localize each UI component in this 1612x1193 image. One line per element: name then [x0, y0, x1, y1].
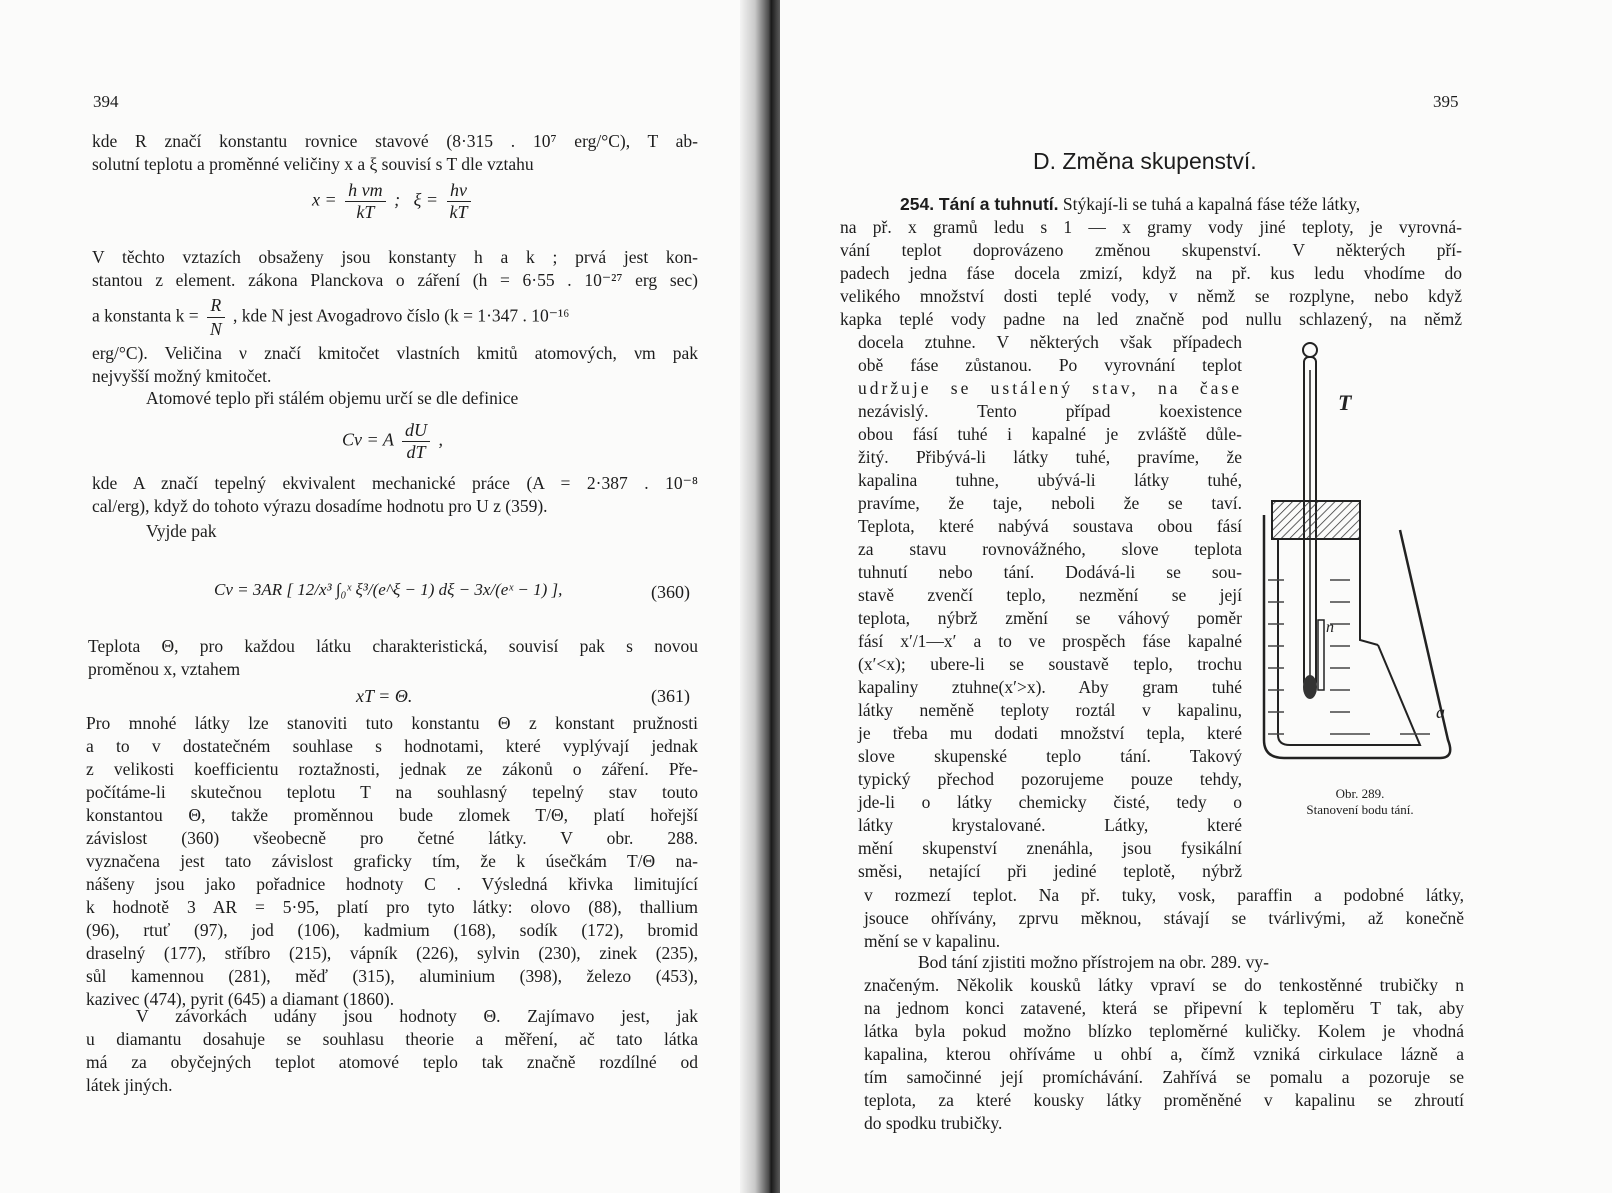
equation-361: xT = Θ.	[356, 686, 413, 706]
text-line: směsi, netající při jediné teplotě, nýbrž	[858, 861, 1242, 881]
text-line: na př. x gramů ledu s 1 — x gramy vody jiné teploty, je vyrovná-	[840, 217, 1462, 237]
text-line: kde A značí tepelný ekvivalent mechanické práce (A = 2·387 . 10⁻⁸	[92, 473, 698, 493]
text-fragment: Bod tání zjistiti možno přístrojem na obr. 289. vy-	[918, 952, 1269, 972]
text-line: Teplota, které nabývá soustava obou fásí	[858, 516, 1242, 536]
text-line: stavě zvenčí teplo, nezmění se její	[858, 585, 1242, 605]
text-line: do spodku trubičky.	[864, 1113, 1003, 1133]
text-line: látky neměně teploty roztál v kapalinu,	[858, 700, 1242, 720]
figure-caption	[1260, 786, 1460, 818]
fraction	[402, 420, 430, 463]
text-line: v rozmezí teplot. Na př. tuky, vosk, paraffin a podobné látky,	[864, 885, 1464, 905]
paragraph-bod-tani	[864, 951, 1464, 1135]
denominator: kT	[449, 202, 468, 222]
text-line: padech jedna fáse docela zmizí, když na př. kus ledu vhodíme do	[840, 263, 1462, 283]
text-line: pravíme, že taje, neboli že se taví.	[858, 493, 1242, 513]
text-line	[840, 193, 1462, 216]
denominator: kT	[356, 202, 375, 222]
caption-title: Stanovení bodu tání.	[1306, 802, 1414, 817]
text-line: mění se v kapalinu.	[864, 931, 1001, 951]
eq-lhs: ξ =	[413, 189, 438, 210]
label-n: n	[1326, 619, 1334, 636]
text-line: fásí x′/1—x′ a to ve prospěch fáse kapalné	[858, 631, 1242, 651]
paragraph-8	[88, 635, 698, 681]
paragraph-5	[146, 387, 696, 410]
text-fragment: a konstanta k =	[92, 305, 199, 326]
paragraph-2	[92, 246, 698, 292]
text-line: docela ztuhne. V některých však případech	[858, 332, 1242, 352]
thermometer-bulb	[1303, 675, 1317, 699]
text-line: (x′<x); ubere-li se soustavě teplo, trochu	[858, 654, 1242, 674]
text-line: solutní teplotu a proměnné veličiny x a ξ souvisí s T dle vztahu	[92, 154, 534, 174]
text-line: závislost (360) všeobecně pro četné látky. V obr. 288.	[86, 828, 698, 848]
paragraph-254-narrow	[858, 331, 1242, 883]
eq-tail: ,	[438, 429, 443, 450]
text-line: obě fáse zůstanou. Po vyrovnání teplot	[858, 355, 1242, 375]
text-line: slove skupenské teplo tání. Takový	[858, 746, 1242, 766]
label-T: T	[1338, 390, 1352, 415]
text-line: látek jiných.	[86, 1075, 173, 1095]
equation-360: Cv = 3AR [ 12/x³ ∫₀ˣ ξ³/(e^ξ − 1) dξ − 3x/(eˣ − 1) ],	[214, 580, 563, 599]
text-line: Vyjde pak	[146, 521, 217, 541]
capillary-tube	[1318, 620, 1324, 690]
text-line: (96), rtuť (97), jod (106), kadmium (168), sodík (172), bromid	[86, 920, 698, 940]
text-line: konstantou Θ, takže proměnnou bude zlomek T/Θ, platí hořejší	[86, 805, 698, 825]
numerator: hν	[447, 180, 471, 202]
text-line: z velikosti koefficientu roztažnosti, jednak ze zákonů o záření. Pře-	[86, 759, 698, 779]
text-line: cal/erg), když do tohoto výrazu dosadíme hodnotu pro U z (359).	[92, 496, 548, 516]
text-line: počítáme-li skutečnou teplotu T na souhlasný tepelný stav touto	[86, 782, 698, 802]
fraction	[345, 180, 386, 223]
text-line: V těchto vztazích obsaženy jsou konstanty h a k ; prvá jest kon-	[92, 247, 698, 267]
eq-separator: ;	[394, 189, 401, 210]
text-line: Pro mnohé látky lze stanoviti tuto konstantu Θ z konstant pružnosti	[86, 713, 698, 733]
page-number-right: 395	[1433, 92, 1459, 111]
text-line: u diamantu dosahuje se souhlasu theorie a měření, ač tato látka	[86, 1029, 698, 1049]
text-line: tím samočinné její promíchávání. Zahřívá se pomalu a pozoruje se	[864, 1067, 1464, 1087]
text-fragment: , kde N jest Avogadrovo číslo (k = 1·347 . 10⁻¹⁶	[233, 305, 570, 326]
numerator: h νm	[345, 180, 386, 202]
text-line: kapaliny ztuhne(x′>x). Aby gram tuhé	[858, 677, 1242, 697]
text-line: teplota, za které kousky látky proměněné v kapalinu se zhroutí	[864, 1090, 1464, 1110]
text-line: vyznačena jest tato závislost graficky tím, že k úsečkám T/Θ na-	[86, 851, 698, 871]
paragraph-3	[92, 294, 698, 341]
text-line: kde R značí konstantu rovnice stavové (8·315 . 10⁷ erg/°C), T ab-	[92, 131, 698, 151]
melting-point-apparatus-figure	[1250, 340, 1460, 780]
text-line: sůl kamennou (281), měď (315), aluminium (398), železo (453),	[86, 966, 698, 986]
text-line: mění skupenství znenáhla, jsou fysikální	[858, 838, 1242, 858]
text-fragment: Stýkají-li se tuhá a kapalná fáse téže látky,	[1062, 194, 1361, 214]
text-line: nejvyšší možný kmitočet.	[92, 366, 272, 386]
text-line: draselný (177), stříbro (215), vápník (226), sylvin (230), zinek (235),	[86, 943, 698, 963]
paragraph-254	[840, 193, 1462, 331]
text-line: k hodnotě 3 AR = 5·95, platí pro tyto látky: olovo (88), thallium	[86, 897, 698, 917]
text-line: na jednom konci zatavené, která se připevní k teploměru T tak, aby	[864, 998, 1464, 1018]
text-line	[864, 951, 1464, 974]
text-line: jsouce ohřívány, zprvu měknou, stávají se tvárlivými, až konečně	[864, 908, 1464, 928]
thermometer-top-ring	[1303, 343, 1317, 357]
text-line: kapalina tuhne, ubývá-li látky tuhé,	[858, 470, 1242, 490]
text-line: má za obyčejných teplot atomové teplo tak značně rozdílné od	[86, 1052, 698, 1072]
page-number-left: 394	[93, 92, 119, 111]
label-a: a	[1436, 702, 1445, 722]
equation-x-xi	[312, 180, 475, 223]
equation-number-361: (361)	[651, 686, 690, 706]
right-page	[780, 0, 1612, 1193]
text-line: teplota, nýbrž změní se váhový poměr	[858, 608, 1242, 628]
paragraph-7	[146, 520, 446, 543]
paragraph-9	[86, 712, 698, 1011]
text-line: jde-li o látky chemicky čisté, tedy o	[858, 792, 1242, 812]
text-line: proměnou x, vztahem	[88, 659, 241, 679]
text-line: žitý. Přibývá-li látky tuhé, pravíme, že	[858, 447, 1242, 467]
text-line: tuhnutí nebo tání. Dodává-li se sou-	[858, 562, 1242, 582]
text-line: vání teplot doprovázeno změnou skupenství. V některých pří-	[840, 240, 1462, 260]
text-line: typický přechod pozorujeme pouze tehdy,	[858, 769, 1242, 789]
eq-lhs: x =	[312, 189, 337, 210]
fraction	[447, 180, 471, 223]
vessel-outer	[1264, 515, 1450, 758]
numerator: dU	[402, 420, 430, 442]
numerator: R	[207, 294, 225, 318]
text-line: erg/°C). Veličina ν značí kmitočet vlastních kmitů atomových, νm pak	[92, 343, 698, 363]
paragraph-4	[92, 342, 698, 388]
denominator: N	[209, 319, 222, 339]
text-line: značeným. Několik kousků látky vpraví se do tenkostěnné trubičky n	[864, 975, 1464, 995]
text-line: stantou z element. zákona Planckova o záření (h = 6·55 . 10⁻²⁷ erg sec)	[92, 270, 698, 290]
stopper	[1272, 501, 1360, 539]
side-arm	[1360, 515, 1378, 645]
eq-lhs: Cv = A	[342, 429, 394, 450]
text-line: nezávislý. Tento případ koexistence	[858, 401, 1242, 421]
paragraph-6	[92, 472, 698, 518]
text-line: za stavu rovnovážného, slove teplota	[858, 539, 1242, 559]
text-line: látka byla pokud možno blízko teploměrné kuličky. Kolem je vhodná	[864, 1021, 1464, 1041]
paragraph-1	[92, 130, 698, 176]
text-line: obou fásí tuhé i kapalné je zvláště důle-	[858, 424, 1242, 444]
paragraph-254-wide	[864, 884, 1464, 953]
section-number-title: 254. Tání a tuhnutí.	[900, 194, 1059, 214]
text-line: Atomové teplo při stálém objemu určí se dle definice	[146, 388, 519, 408]
text-line: Teplota Θ, pro každou látku charakteristická, souvisí pak s novou	[88, 636, 698, 656]
fraction-R-N	[207, 294, 225, 341]
text-line: látky krystalované. Látky, které	[858, 815, 1242, 835]
text-line: kapka teplé vody padne na led značně pod nullu schlazený, na němž	[840, 309, 1462, 329]
text-line: a to v dostatečném souhlase s hodnotami, které vyplývají jednak	[86, 736, 698, 756]
text-line: velikého množství dosti teplé vody, v němž se rozplyne, nebo když	[840, 286, 1462, 306]
denominator: dT	[406, 442, 426, 462]
section-heading: D. Změna skupenství.	[1033, 148, 1257, 174]
caption-number: Obr. 289.	[1335, 786, 1385, 801]
text-line: nášeny jsou jako pořadnice hodnoty C . Výsledná křivka limitující	[86, 874, 698, 894]
text-line: je třeba mu dodati množství tepla, které	[858, 723, 1242, 743]
text-line: V závorkách udány jsou hodnoty Θ. Zajímavo jest, jak	[136, 1006, 698, 1026]
paragraph-10	[86, 1005, 698, 1097]
text-line: kazivec (474), pyrit (645) a diamant (1860).	[86, 989, 395, 1009]
left-page	[0, 0, 770, 1193]
text-line: kapalina, kterou ohříváme u ohbí a, čímž vzniká cirkulace lázně a	[864, 1044, 1464, 1064]
equation-number-360: (360)	[651, 582, 690, 602]
text-line: udržuje se ustálený stav, na čase	[858, 378, 1242, 398]
vessel-inner	[1278, 540, 1420, 745]
equation-cv-definition	[342, 420, 443, 463]
